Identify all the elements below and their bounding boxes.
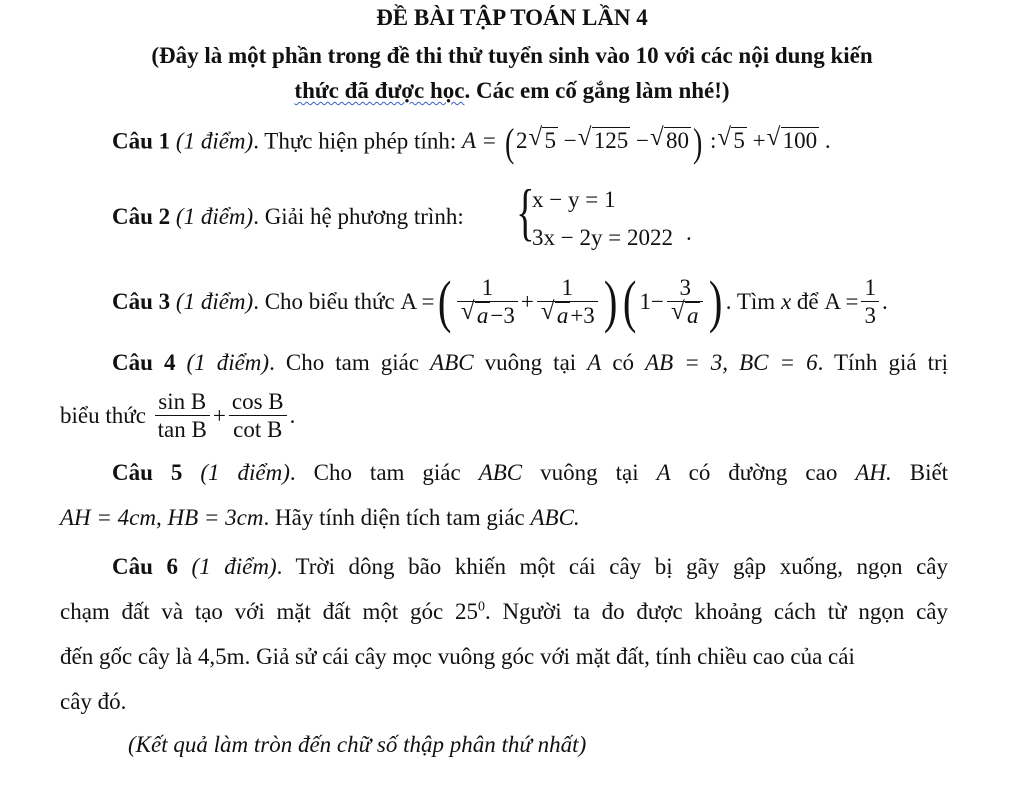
q3-label: Câu 3 <box>112 289 171 314</box>
q3-frac-3: 3 √ a <box>667 275 704 330</box>
q1-colon: : <box>710 128 717 154</box>
q3-f3-root: a <box>686 302 699 328</box>
q4-points: (1 điểm) <box>186 350 270 375</box>
q5-abc: ABC <box>478 460 523 485</box>
q6-label: Câu 6 <box>112 554 178 579</box>
q3-f3-num: 3 <box>667 275 704 302</box>
q2-text: . Giải hệ phương trình: <box>253 204 464 229</box>
q4-text2: vuông tại <box>484 350 577 375</box>
q2-eq2: 3x − 2y = 2022 <box>532 225 673 250</box>
q5-text5: . Hãy tính diện tích tam giác <box>263 505 525 530</box>
q2-end: . <box>686 220 692 245</box>
q4-f1-num: sin B <box>155 389 210 416</box>
q1-root-5: 100 <box>782 128 818 154</box>
q2-brace: { <box>516 176 535 247</box>
q3-one-minus: 1− <box>639 289 664 314</box>
q3-rhs-lhs: A = <box>824 289 859 314</box>
q1-lhs: A = <box>461 128 497 154</box>
q4-f1-den: tan B <box>157 416 207 442</box>
q1-root-4: 5 <box>733 128 745 154</box>
q4-label: Câu 4 <box>112 350 176 375</box>
question-6-line-1 <box>112 554 948 580</box>
q5-text1: . Cho tam giác <box>289 460 461 485</box>
q1-coef: 2 <box>515 128 528 154</box>
q5-measures: AH = 4cm, HB = 3cm <box>60 505 264 530</box>
q1-root-1: 5 <box>544 128 556 154</box>
intro-line-2-b: . Các em cố gắng làm nhé!) <box>464 78 730 103</box>
q3-f2-num: 1 <box>537 275 598 302</box>
q5-abc2: ABC. <box>530 505 580 530</box>
question-4-line-1 <box>112 350 948 376</box>
q5-text3: có đường cao <box>688 460 838 485</box>
q1-label: Câu 1 <box>112 128 171 154</box>
question-5-line-2 <box>60 505 580 531</box>
q3-f2-tail: +3 <box>570 302 595 328</box>
q6-degree: 0 <box>477 599 485 615</box>
q2-points: (1 điểm) <box>175 204 254 229</box>
q4-end: . <box>289 403 296 428</box>
q3-f1-num: 1 <box>457 275 518 302</box>
q3-x: x <box>780 289 792 314</box>
q3-rhs-den: 3 <box>864 302 876 328</box>
q4-plus: + <box>212 403 226 428</box>
q6-line1: . Trời dông bão khiến một cái cây bị gãy gập xuống, ngọn cây <box>276 554 948 579</box>
q4-f2-den: cot B <box>233 416 283 442</box>
q5-label: Câu 5 <box>112 460 183 485</box>
intro-line-2 <box>0 78 1024 104</box>
q3-frac-1: 1 √ a−3 <box>457 275 518 330</box>
q1-root-2: 125 <box>593 128 629 154</box>
q3-rhs-num: 1 <box>861 275 879 302</box>
q3-text: . Cho biểu thức <box>253 289 395 314</box>
q3-rhs-frac <box>861 275 879 330</box>
q3-find: . Tìm <box>725 289 776 314</box>
q6-line2-b: . Người ta đo được khoảng cách từ ngọn cây <box>484 599 949 624</box>
q4-text4: . Tính giá trị <box>817 350 949 375</box>
q6-points: (1 điểm) <box>191 554 277 579</box>
q3-f2-root: a <box>556 302 569 328</box>
q3-f1-tail: −3 <box>490 302 515 328</box>
q5-text2: vuông tại <box>540 460 639 485</box>
q5-points: (1 điểm) <box>200 460 290 485</box>
q4-text1: . Cho tam giác <box>269 350 420 375</box>
question-6-line-2 <box>60 599 948 625</box>
q4-line2: biểu thức <box>60 403 146 428</box>
q1-formula: A = (2 √ 5 − √ 125 − √ 80) : √ 5 + √ 100 . <box>461 120 831 165</box>
q1-text: . Thực hiện phép tính: <box>253 128 457 154</box>
q4-frac-2 <box>229 389 287 444</box>
q5-ah: AH. <box>855 460 892 485</box>
q3-points: (1 điểm) <box>175 289 254 314</box>
q4-measures: AB = 3, BC = 6 <box>645 350 818 375</box>
q5-a: A <box>656 460 671 485</box>
q1-end: . <box>824 128 831 154</box>
question-6-line-4: cây đó. <box>60 689 127 714</box>
question-3: Câu 3 (1 điểm) . Cho biểu thức A = ( 1 √ a−3 + 1 √ a+3 ) ( 1− 3 √ a ) . Tìm x để A = $\frac{1}{3}$ . <box>112 269 888 334</box>
page-title: ĐỀ BÀI TẬP TOÁN LẦN 4 <box>376 5 648 30</box>
q4-frac-1 <box>155 389 210 444</box>
q2-eq1: x − y = 1 <box>532 187 616 212</box>
q1-root-3: 80 <box>665 128 689 154</box>
q3-frac-2: 1 √ a+3 <box>537 275 598 330</box>
question-1 <box>112 120 831 165</box>
q4-f2-num: cos B <box>229 389 287 416</box>
q3-de: để <box>796 289 819 314</box>
question-6-line-3: đến gốc cây là 4,5m. Giả sử cái cây mọc vuông góc với mặt đất, tính chiều cao của cái <box>60 644 855 669</box>
q4-text3: có <box>612 350 635 375</box>
q4-abc: ABC <box>430 350 474 375</box>
q1-points: (1 điểm) <box>175 128 254 154</box>
intro-line-2-a: thức đã được học <box>294 78 465 103</box>
q4-a: A <box>587 350 602 375</box>
rounding-note: (Kết quả làm tròn đến chữ số thập phân thứ nhất) <box>128 732 587 757</box>
question-5-line-1 <box>112 460 948 486</box>
q3-f1-root: a <box>476 302 489 328</box>
q5-text4: Biết <box>909 460 949 485</box>
q6-line2-a: chạm đất và tạo với mặt đất một góc 25 <box>60 599 478 624</box>
q2-label: Câu 2 <box>112 204 171 229</box>
q3-plus: + <box>520 289 534 314</box>
intro-line-1: (Đây là một phần trong đề thi thử tuyển sinh vào 10 với các nội dung kiến <box>151 43 873 68</box>
q3-end: . <box>881 289 888 314</box>
q3-lhs: A = <box>400 289 435 314</box>
question-2-text <box>112 204 464 230</box>
question-4-line-2 <box>60 386 295 446</box>
